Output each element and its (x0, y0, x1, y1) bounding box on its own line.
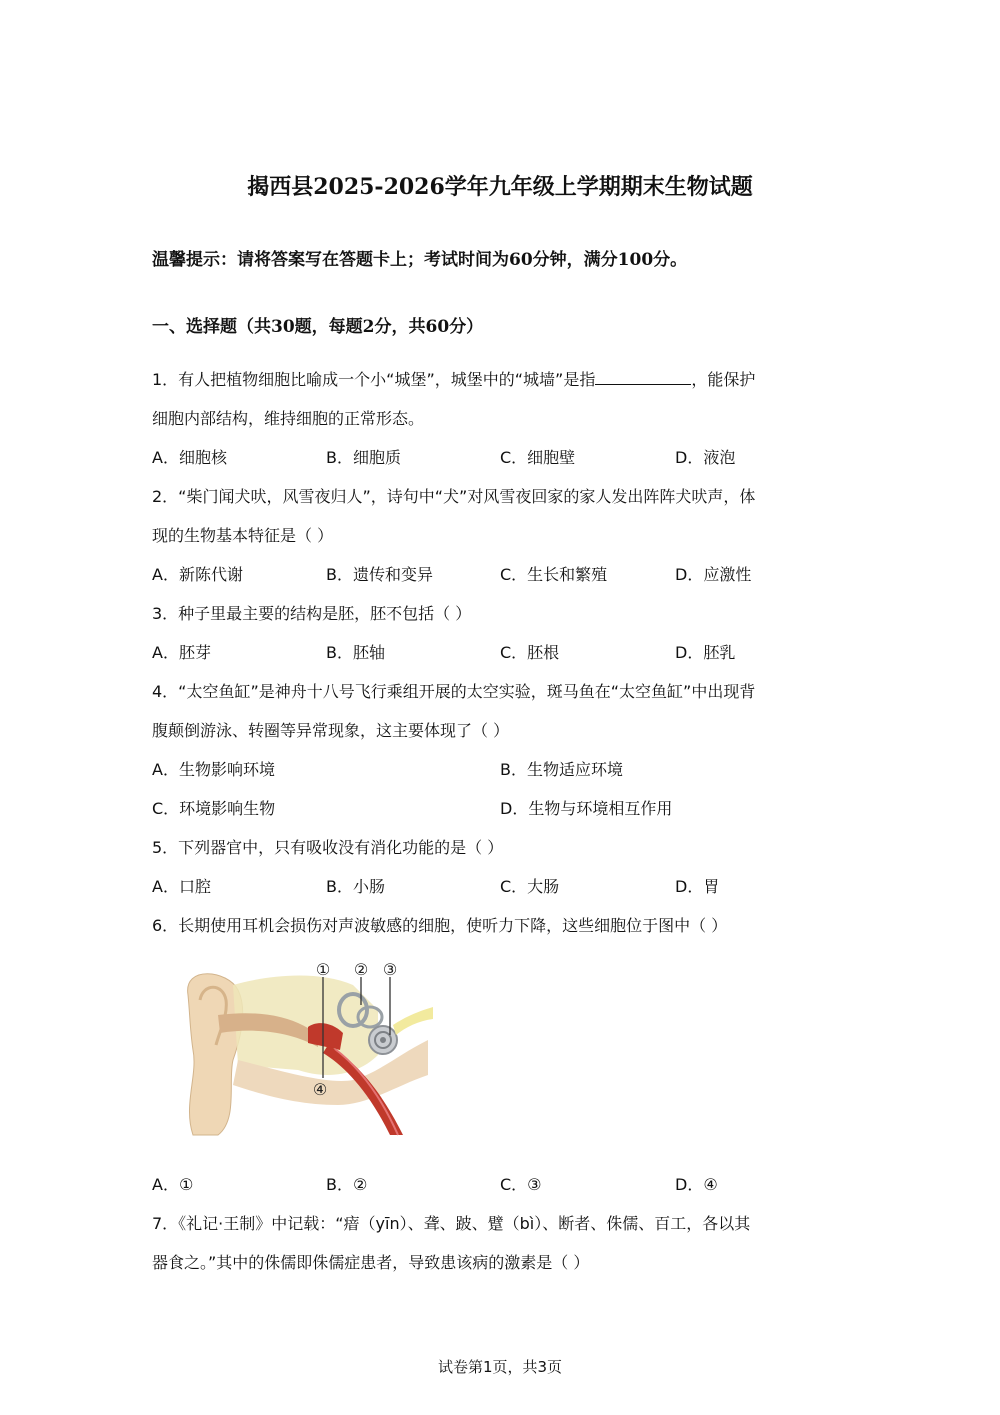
exam-title: 揭西县2025-2026学年九年级上学期期末生物试题 (247, 174, 753, 200)
question-6-line-1: 6．长期使用耳机会损伤对声波敏感的细胞，使听力下降，这些细胞位于图中（ ） (152, 916, 728, 935)
ear-diagram (178, 955, 433, 1140)
figure-label-3: ③ (382, 960, 398, 979)
exam-tip: 温馨提示：请将答案写在答题卡上；考试时间为60分钟，满分100分。 (152, 250, 688, 270)
q2-option-b: B．遗传和变异 (326, 565, 433, 584)
q2-option-c: C．生长和繁殖 (500, 565, 608, 584)
figure-label-2: ② (353, 960, 369, 979)
q3-option-b: B．胚轴 (326, 643, 385, 662)
q4-option-a: A．生物影响环境 (152, 760, 275, 779)
q3-option-d: D．胚乳 (675, 643, 736, 662)
q1-option-b: B．细胞质 (326, 448, 401, 467)
figure-label-1: ① (315, 960, 331, 979)
question-1-line-2: 细胞内部结构，维持细胞的正常形态。 (152, 409, 425, 428)
q6-option-a: A．① (152, 1175, 194, 1194)
q6-option-c: C．③ (500, 1175, 542, 1194)
section-heading: 一、选择题（共30题，每题2分，共60分） (152, 317, 484, 337)
question-7-line-2: 器食之。”其中的侏儒即侏儒症患者，导致患该病的激素是（ ） (152, 1253, 590, 1272)
q6-option-b: B．② (326, 1175, 368, 1194)
figure-label-4: ④ (312, 1080, 328, 1099)
q4-option-d: D．生物与环境相互作用 (500, 799, 673, 818)
q2-option-d: D．应激性 (675, 565, 752, 584)
page-footer: 试卷第1页，共3页 (437, 1358, 563, 1376)
q5-option-d: D．胃 (675, 877, 720, 896)
question-5-line-1: 5．下列器官中，只有吸收没有消化功能的是（ ） (152, 838, 504, 857)
q3-option-c: C．胚根 (500, 643, 560, 662)
q1-option-d: D．液泡 (675, 448, 736, 467)
question-2-line-1: 2．“柴门闻犬吠，风雪夜归人”，诗句中“犬”对风雪夜回家的家人发出阵阵犬吠声，体 (152, 487, 756, 506)
question-4-line-2: 腹颠倒游泳、转圈等异常现象，这主要体现了（ ） (152, 721, 510, 740)
question-3-line-1: 3．种子里最主要的结构是胚，胚不包括（ ） (152, 604, 472, 623)
question-7-line-1: 7．《礼记·王制》中记载：“瘖（yīn）、聋、跛、躄（bì）、断者、侏儒、百工，各以其 (152, 1214, 751, 1233)
q5-option-c: C．大肠 (500, 877, 560, 896)
q6-option-d: D．④ (675, 1175, 718, 1194)
q5-option-b: B．小肠 (326, 877, 385, 896)
q2-option-a: A．新陈代谢 (152, 565, 243, 584)
question-4-line-1: 4．“太空鱼缸”是神舟十八号飞行乘组开展的太空实验，斑马鱼在“太空鱼缸”中出现背 (152, 682, 756, 701)
q1-option-c: C．细胞壁 (500, 448, 576, 467)
q1-option-a: A．细胞核 (152, 448, 227, 467)
q3-option-a: A．胚芽 (152, 643, 211, 662)
q5-option-a: A．口腔 (152, 877, 211, 896)
q4-option-b: B．生物适应环境 (500, 760, 623, 779)
q4-option-c: C．环境影响生物 (152, 799, 276, 818)
answer-blank (595, 370, 691, 385)
question-1-line-1: 1．有人把植物细胞比喻成一个小“城堡”，城堡中的“城墙”是指 ，能保护 (152, 370, 756, 389)
question-2-line-2: 现的生物基本特征是（ ） (152, 526, 334, 545)
